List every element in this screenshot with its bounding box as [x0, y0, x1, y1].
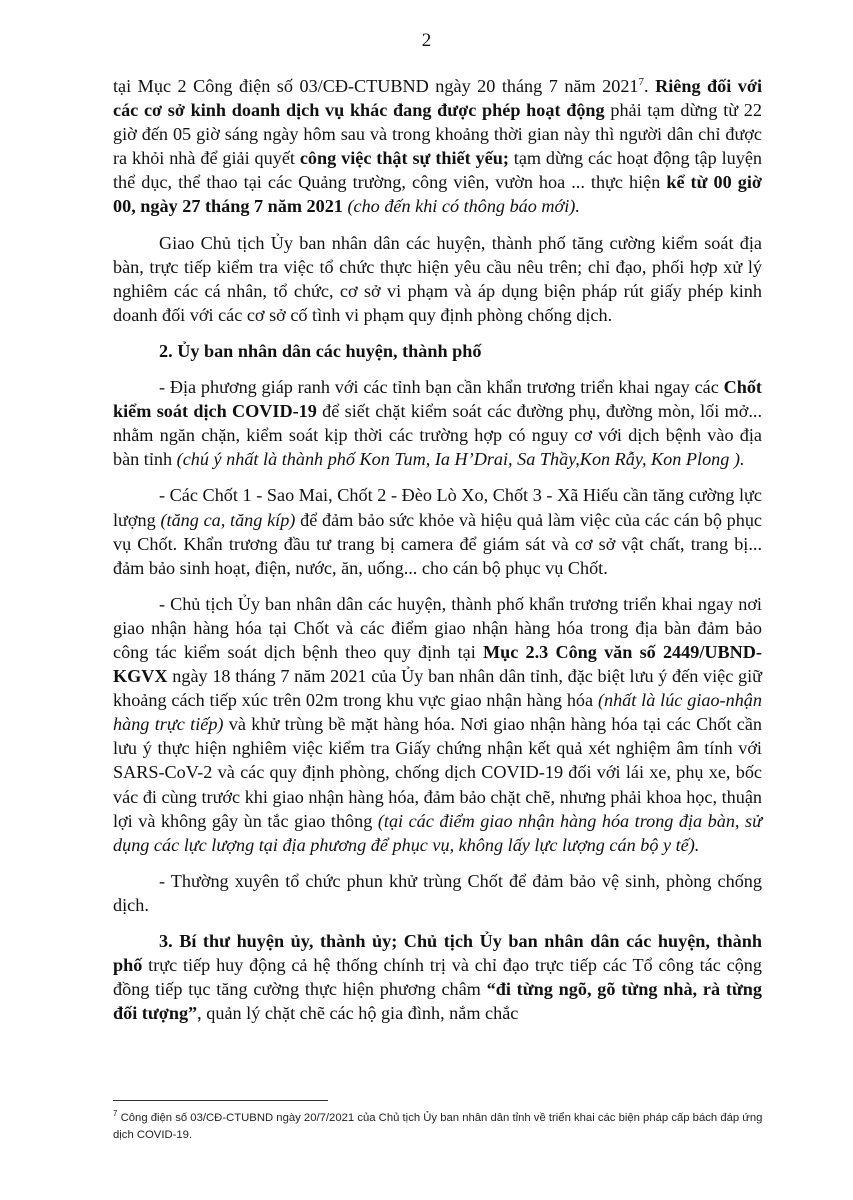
- paragraph-goods-handover: [113, 592, 762, 857]
- document-body: [113, 74, 762, 1025]
- paragraph-deadline: [113, 74, 762, 219]
- italic-run: (tại các điểm giao nhận hàng hóa trong địa bàn, sử dụng các lực lượng tại địa phương để phục vụ, không lấy lực lượng cán bộ y tế).: [113, 810, 762, 855]
- italic-run: (tăng ca, tăng kíp): [160, 509, 296, 530]
- bold-run: “đi từng ngõ, gõ từng nhà, rà từng đối tượng”: [113, 979, 763, 1024]
- footnote-text: Công điện số 03/CĐ-CTUBND ngày 20/7/2021 của Chủ tịch Ủy ban nhân dân tỉnh về triển khai các biện pháp cấp bách đáp ứng dịch COVID-19.: [113, 1112, 763, 1141]
- footnote-separator: [113, 1100, 328, 1101]
- text-run: để siết chặt kiểm soát các đường phụ, đường mòn, lối mở... nhằm ngăn chặn, kiểm soát kịp thời các trường hợp có nguy cơ với dịch bệnh vào địa bàn tỉnh: [113, 401, 762, 470]
- text-run: phải tạm dừng từ 22 giờ đến 05 giờ sáng ngày hôm sau và trong khoảng thời gian này thì người dân chỉ được ra khỏi nhà để giải quyết: [113, 100, 762, 169]
- text-run: Giao Chủ tịch Ủy ban nhân dân các huyện, thành phố tăng cường kiểm soát địa bàn, trực tiếp kiểm tra việc tổ chức thực hiện yêu cầu nêu trên; chỉ đạo, phối hợp xử lý nghiêm các cá nhân, tổ chức, cơ sở vi phạm và áp dụng biện pháp rút giấy phép kinh doanh đối với các cơ sở cố tình vi phạm quy định phòng chống dịch.: [113, 232, 762, 325]
- paragraph-checkpoints: [113, 375, 762, 471]
- bold-run: Riêng đối với các cơ sở kinh doanh dịch vụ khác đang được phép hoạt động: [113, 76, 763, 121]
- text-run: , quản lý chặt chẽ các hộ gia đình, nắm chắc: [197, 1003, 519, 1024]
- text-run: .: [644, 76, 656, 96]
- footnote-ref: 7: [638, 75, 645, 88]
- paragraph-checkpoint-staff: [113, 483, 762, 579]
- italic-run: (cho đến khi có thông báo mới).: [347, 196, 580, 217]
- paragraph-disinfection: [113, 869, 762, 917]
- footnote-number: 7: [113, 1109, 118, 1119]
- text-run: trực tiếp huy động cả hệ thống chính trị và chỉ đạo trực tiếp các Tổ công tác cộng đồng tiếp tục tăng cường thực hiện phương châm: [113, 955, 762, 1000]
- heading-text: 2. Ủy ban nhân dân các huyện, thành phố: [159, 340, 482, 361]
- bold-run: Chốt kiểm soát dịch COVID-19: [113, 377, 762, 422]
- paragraph-section-3: [113, 929, 762, 1025]
- section-heading-2: [113, 339, 762, 363]
- bold-run: kể từ 00 giờ 00, ngày 27 tháng 7 năm 2021: [113, 172, 762, 217]
- bold-run: công việc thật sự thiết yếu;: [299, 148, 509, 169]
- text-run: và khử trùng bề mặt hàng hóa. Nơi giao nhận hàng hóa tại các Chốt cần lưu ý thực hiện nghiêm việc kiểm tra Giấy chứng nhận kết quả xét nghiệm âm tính với SARS-CoV-2 và các quy định phòng, chống dịch COVID-19 đối với lái xe, phụ xe, bốc vác đi cùng trước khi giao nhận hàng hóa, đảm bảo chặt chẽ, nhưng phải khoa học, thuận lợi và không gây ùn tắc giao thông: [113, 714, 762, 831]
- bold-run: Mục 2.3 Công văn số 2449/UBND-KGVX: [113, 641, 762, 687]
- text-run: - Các Chốt 1 - Sao Mai, Chốt 2 - Đèo Lò Xo, Chốt 3 - Xã Hiếu cần tăng cường lực lượng: [113, 485, 762, 530]
- page-number: 2: [421, 30, 432, 51]
- bold-run: 3. Bí thư huyện ủy, thành ủy; Chủ tịch Ủy ban nhân dân các huyện, thành phố: [113, 931, 762, 976]
- text-run: - Địa phương giáp ranh với các tỉnh bạn cần khẩn trương triển khai ngay các: [159, 377, 724, 398]
- italic-run: (chú ý nhất là thành phố Kon Tum, Ia H’Drai, Sa Thầy,Kon Rẫy, Kon Plong ).: [176, 449, 745, 470]
- paragraph-assignment: [113, 231, 762, 327]
- text-run: - Chủ tịch Ủy ban nhân dân các huyện, thành phố khẩn trương triển khai ngay nơi giao nhận hàng hóa tại Chốt và các điểm giao nhận hàng hóa trong địa bàn đảm bảo công tác kiểm soát dịch bệnh theo quy định tại: [113, 593, 762, 662]
- text-run: - Thường xuyên tổ chức phun khử trùng Chốt để đảm bảo vệ sinh, phòng chống dịch.: [113, 870, 762, 915]
- text-run: ngày 18 tháng 7 năm 2021 của Ủy ban nhân dân tỉnh, đặc biệt lưu ý đến việc giữ khoảng cách tiếp xúc trên 02m trong khu vực giao nhận hàng hóa: [113, 666, 762, 711]
- text-run: để đảm bảo sức khỏe và hiệu quả làm việc của các cán bộ phục vụ Chốt. Khẩn trương đầu tư trang bị camera để giám sát và cơ sở vật chất, trang bị... đảm bảo sinh hoạt, điện, nước, ăn, uống... cho cán bộ phục vụ Chốt.: [113, 509, 763, 578]
- footnote: [113, 1110, 763, 1144]
- text-run: tại Mục 2 Công điện số 03/CĐ-CTUBND ngày 20 tháng 7 năm 2021: [113, 76, 639, 96]
- text-run: tạm dừng các hoạt động tập luyện thể dục, thể thao tại các Quảng trường, công viên, vườn hoa ... thực hiện: [113, 148, 762, 193]
- italic-run: (nhất là lúc giao-nhận hàng trực tiếp): [113, 690, 762, 735]
